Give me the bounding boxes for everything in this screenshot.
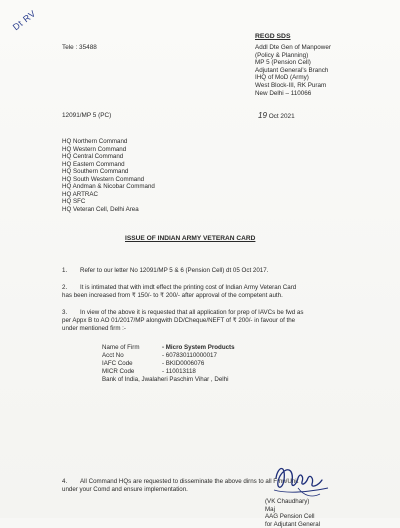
date-day-handwritten: 19: [258, 111, 267, 120]
paragraph-line: In view of the above it is requested that all application for prep of IAVCs be fwd as: [80, 309, 303, 317]
firm-field-value: - BKID0006076: [162, 360, 204, 368]
firm-field-value: - 110013118: [162, 368, 196, 376]
addressee-item: HQ Southern Command: [62, 168, 155, 176]
addressee-item: HQ Northern Command: [62, 138, 155, 146]
address-line: Addl Dte Gen of Manpower: [255, 44, 331, 52]
firm-field-label: IAFC Code: [102, 360, 133, 368]
sender-address: [255, 44, 331, 97]
addressee-item: HQ Eastern Command: [62, 161, 155, 169]
signatory-line: (VK Chaudhary): [265, 498, 320, 506]
addressee-item: HQ SFC: [62, 198, 155, 206]
paragraph-line: per Appx B to AO 01/2017/MP alongwith DD/Cheque/NEFT of ₹ 200/- in favour of the: [62, 317, 295, 325]
address-line: West Block-III, RK Puram: [255, 82, 331, 90]
paragraph-number: 1.: [62, 267, 67, 275]
signatory-line: Maj: [265, 506, 320, 514]
paragraph-line: under mentioned firm :-: [62, 325, 126, 333]
letter-subject: ISSUE OF INDIAN ARMY VETERAN CARD: [125, 235, 255, 242]
addressee-item: HQ Western Command: [62, 146, 155, 154]
paragraph-number: 2.: [62, 284, 67, 292]
addressee-item: HQ Central Command: [62, 153, 155, 161]
firm-field-label: Acct No: [102, 352, 124, 360]
addressee-item: HQ Veteran Cell, Delhi Area: [62, 206, 155, 214]
paragraph-line: Refer to our letter No 12091/MP 5 & 6 (Pension Cell) dt 05 Oct 2017.: [80, 267, 268, 275]
addressee-item: HQ Andman & Nicobar Command: [62, 183, 155, 191]
letter-date: [258, 112, 295, 120]
paragraph-line: has been increased from ₹ 150/- to ₹ 200/- after approval of the competent auth.: [62, 292, 283, 300]
signature-image: [268, 458, 338, 502]
address-line: New Delhi – 110066: [255, 90, 331, 98]
addressee-item: HQ South Western Command: [62, 176, 155, 184]
address-line: Adjutant General’s Branch: [255, 67, 331, 75]
regd-marking: REGD SDS: [255, 33, 291, 40]
firm-field-value: - 607830110000017: [162, 352, 217, 360]
signatory-line: AAG Pension Cell: [265, 513, 320, 521]
paragraph-line: under your Comd and ensure implementation.: [62, 486, 188, 494]
dispatch-stamp: Dt RV: [12, 10, 37, 32]
date-month-year: Oct 2021: [269, 113, 295, 120]
paragraph-line: It is intimated that with imdt effect the printing cost of Indian Army Veteran Card: [80, 284, 296, 292]
firm-bank-text: Bank of India, Jwalaheri Paschim Vihar , Delhi: [102, 376, 228, 384]
address-line: IHQ of MoD (Army): [255, 74, 331, 82]
firm-field-value: - Micro System Products: [162, 344, 235, 352]
address-line: (Policy & Planning): [255, 52, 331, 60]
firm-field-label: Name of Firm: [102, 344, 139, 352]
telephone-number: Tele : 35488: [62, 44, 97, 51]
paragraph-number: 3.: [62, 309, 67, 317]
address-line: MP 5 (Pension Cell): [255, 59, 331, 67]
addressee-item: HQ ARTRAC: [62, 191, 155, 199]
addressee-list: [62, 138, 155, 213]
paragraph-line: All Command HQs are requested to disseminate the above dirns to all Fmn/Unit: [80, 478, 298, 486]
firm-field-label: MICR Code: [102, 368, 134, 376]
paragraph-number: 4.: [62, 478, 67, 486]
letter-reference: 12091/MP 5 (PC): [62, 112, 111, 119]
signatory-line: for Adjutant General: [265, 521, 320, 528]
signatory-block: [265, 498, 320, 528]
